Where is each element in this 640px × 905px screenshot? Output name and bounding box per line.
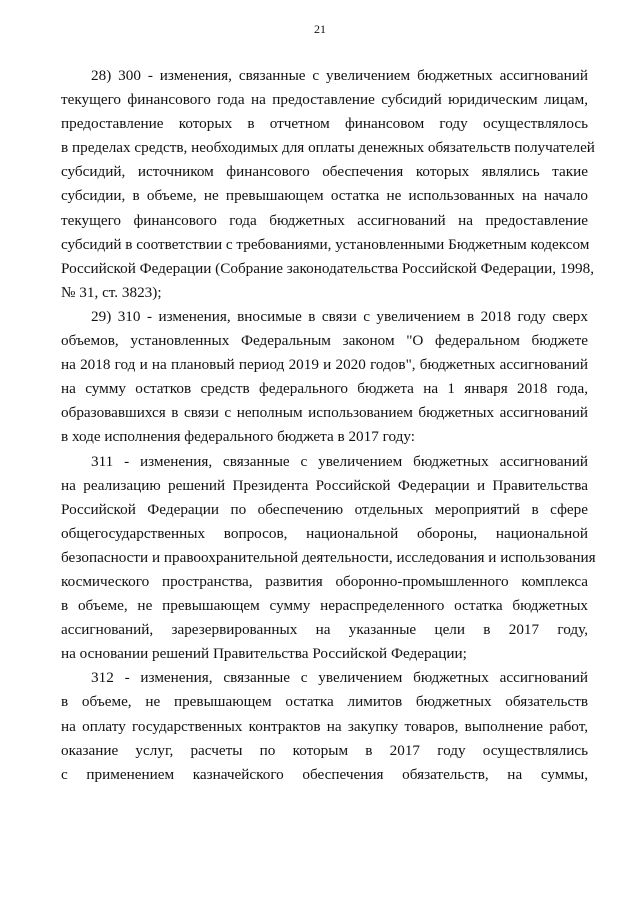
paragraph-line: Российской Федерации (Собрание законодательства Российской Федерации, 1998, [61, 259, 595, 277]
paragraph-line: субсидий, источником финансового обеспечения которых являлись такие [61, 163, 588, 181]
paragraph-line: 312 - изменения, связанные с увеличением бюджетных ассигнований [91, 669, 588, 687]
paragraph-item-28 [61, 64, 595, 305]
paragraph-line: субсидий в соответствии с требованиями, установленными Бюджетным кодексом [61, 235, 590, 253]
paragraph-line: безопасности и правоохранительной деятельности, исследования и использования [61, 548, 596, 566]
paragraph-line: Российской Федерации по обеспечению отдельных мероприятий в сфере [61, 500, 588, 518]
document-body [61, 64, 596, 787]
paragraph-line: на реализацию решений Президента Российской Федерации и Правительства [61, 476, 588, 494]
paragraph-code-311 [61, 450, 596, 667]
page-number: 21 [314, 22, 326, 36]
paragraph-line: 311 - изменения, связанные с увеличением бюджетных ассигнований [91, 452, 588, 470]
paragraph-line: субсидии, в объеме, не превышающем остатка не использованных на начало [61, 187, 588, 205]
paragraph-line: ассигнований, зарезервированных на указанные цели в 2017 году, [61, 621, 588, 639]
paragraph-line: текущего финансового года бюджетных ассигнований на предоставление [61, 211, 588, 229]
paragraph-line: космического пространства, развития оборонно-промышленного комплекса [61, 572, 588, 590]
paragraph-line: предоставление которых в отчетном финансовом году осуществлялось [61, 115, 588, 133]
paragraph-line: в объеме, не превышающем остатка лимитов бюджетных обязательств [61, 693, 588, 711]
paragraph-line: в ходе исполнения федерального бюджета в 2017 году: [61, 428, 415, 446]
paragraph-line: 29) 310 - изменения, вносимые в связи с увеличением в 2018 году сверх [91, 307, 588, 325]
paragraph-line: на оплату государственных контрактов на закупку товаров, выполнение работ, [61, 717, 588, 735]
paragraph-line: объемов, установленных Федеральным законом "О федеральном бюджете [61, 332, 588, 350]
paragraph-line: на 2018 год и на плановый период 2019 и 2020 годов", бюджетных ассигнований [61, 356, 588, 374]
paragraph-line: на основании решений Правительства Российской Федерации; [61, 645, 467, 663]
paragraph-line: № 31, ст. 3823); [61, 283, 162, 301]
paragraph-line: общегосударственных вопросов, национальной обороны, национальной [61, 524, 588, 542]
paragraph-line: с применением казначейского обеспечения обязательств, на суммы, [61, 765, 588, 783]
paragraph-line: образовавшихся в связи с неполным использованием бюджетных ассигнований [61, 404, 588, 422]
paragraph-line: 28) 300 - изменения, связанные с увеличением бюджетных ассигнований [91, 67, 588, 84]
paragraph-line: в объеме, не превышающем сумму нераспределенного остатка бюджетных [61, 597, 588, 615]
paragraph-line: текущего финансового года на предоставление субсидий юридическим лицам, [61, 91, 588, 109]
paragraph-code-312 [61, 666, 588, 786]
paragraph-line: оказание услуг, расчеты по которым в 2017 году осуществлялись [61, 741, 588, 759]
paragraph-item-29 [61, 305, 588, 450]
paragraph-line: на сумму остатков средств федерального бюджета на 1 января 2018 года, [61, 380, 588, 398]
paragraph-line: в пределах средств, необходимых для оплаты денежных обязательств получателей [61, 139, 595, 157]
